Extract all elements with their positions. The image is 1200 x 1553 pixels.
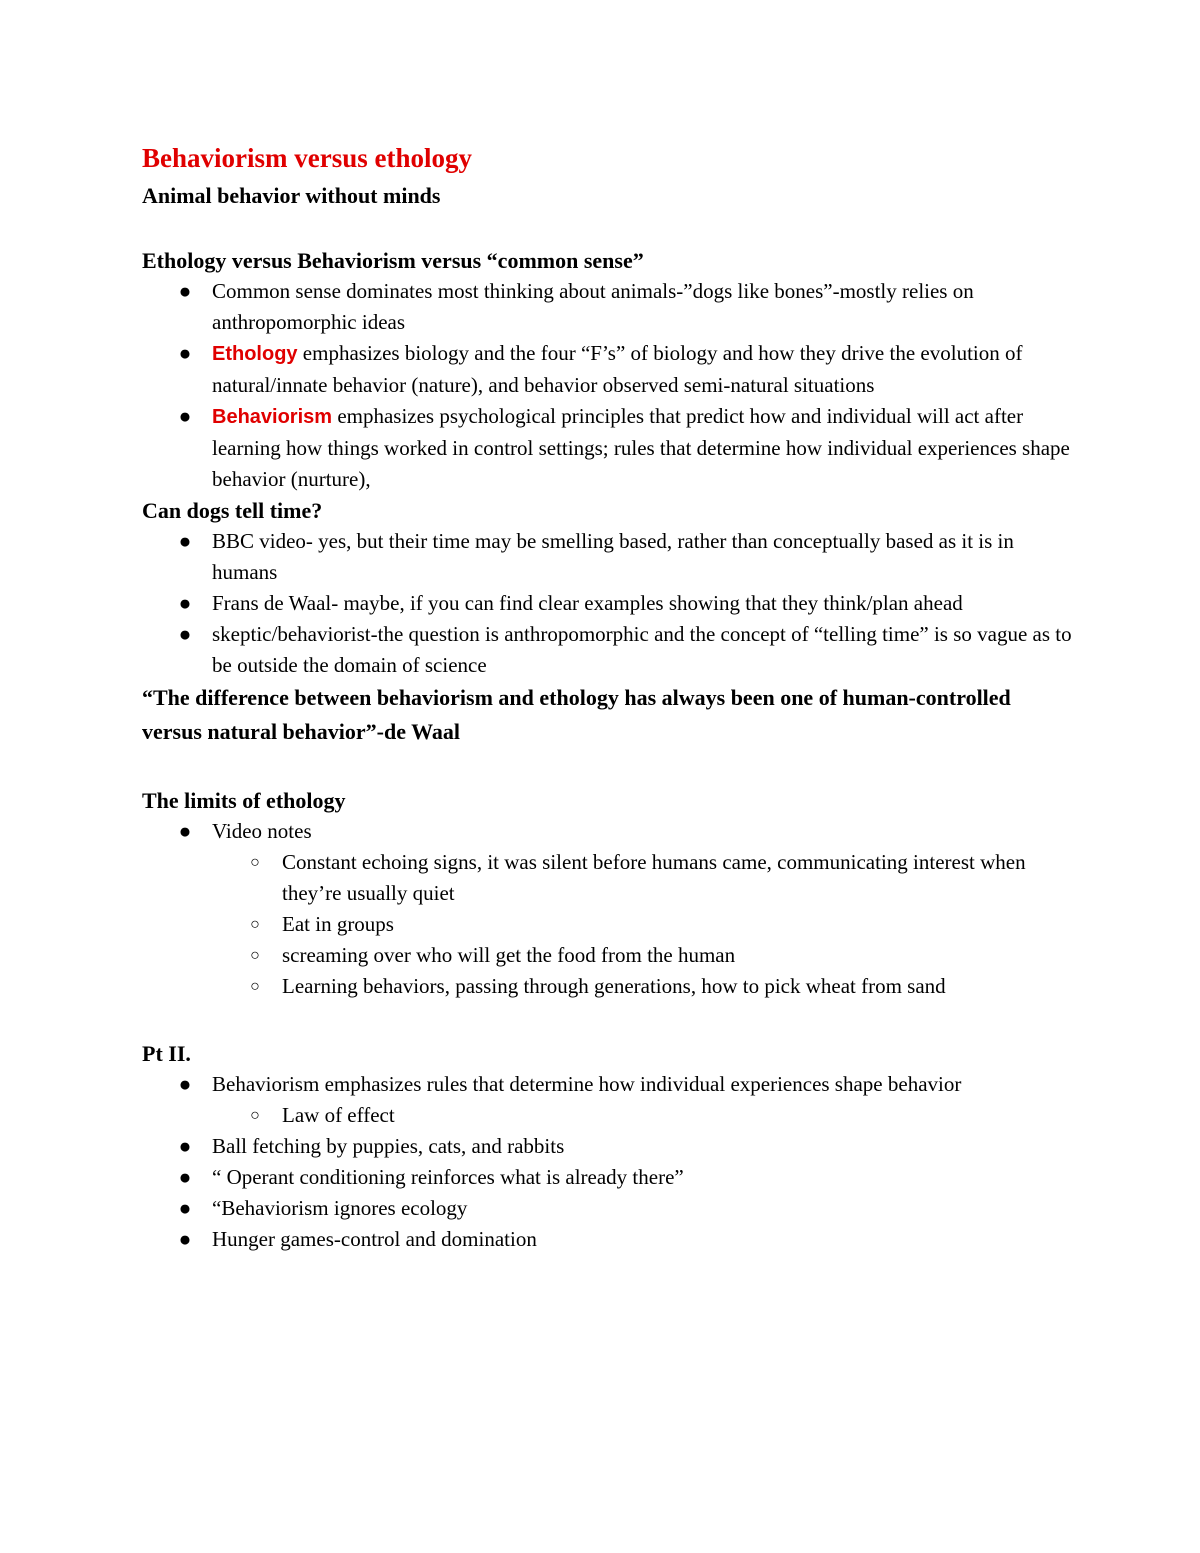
bullet-list	[142, 526, 1072, 681]
bullet-icon: ●	[178, 404, 192, 428]
de-waal-quote: “The difference between behaviorism and ethology has always been one of human-controlled versus natural behavior”-de Waal	[142, 685, 1011, 744]
list-item-text: Ball fetching by puppies, cats, and rabbits	[212, 1134, 565, 1158]
sub-list-item	[142, 940, 1072, 971]
spacer	[142, 212, 1072, 245]
list-item-text: Hunger games-control and domination	[212, 1227, 537, 1251]
highlighted-term: Behaviorism	[212, 406, 333, 428]
bullet-icon: ●	[178, 1165, 192, 1189]
list-item	[142, 338, 1072, 401]
hollow-bullet-icon: ○	[250, 854, 260, 871]
section-heading-limits-ethology: The limits of ethology	[142, 788, 346, 813]
sub-list-wrapper	[142, 847, 1072, 1002]
sub-list-item-text: Eat in groups	[282, 912, 394, 936]
bullet-icon: ●	[178, 1227, 192, 1251]
bullet-list	[142, 816, 1072, 1002]
sub-list-wrapper	[142, 1100, 1072, 1131]
list-item-text: BBC video- yes, but their time may be smelling based, rather than conceptually based as it is in humans	[212, 529, 1014, 584]
list-item	[142, 1193, 1072, 1224]
hollow-bullet-icon: ○	[250, 916, 260, 933]
list-item	[142, 588, 1072, 619]
bullet-icon: ●	[178, 819, 192, 843]
hollow-bullet-icon: ○	[250, 1107, 260, 1124]
bullet-icon: ●	[178, 1196, 192, 1220]
bullet-icon: ●	[178, 1134, 192, 1158]
list-item-text: Video notes	[212, 819, 312, 843]
hollow-bullet-icon: ○	[250, 947, 260, 964]
bullet-icon: ●	[178, 341, 192, 365]
document-title: Behaviorism versus ethology	[142, 143, 472, 173]
sub-list-item-text: Constant echoing signs, it was silent before humans came, communicating interest when they’re usually quiet	[282, 850, 1026, 905]
list-item	[142, 619, 1072, 681]
highlighted-term: Ethology	[212, 343, 298, 365]
sub-list-item	[142, 847, 1072, 909]
sub-list-item	[142, 971, 1072, 1002]
sub-list-item-text: screaming over who will get the food from the human	[282, 943, 736, 967]
sub-bullet-list	[142, 847, 1072, 1002]
list-item	[142, 1131, 1072, 1162]
list-item	[142, 1162, 1072, 1193]
list-item-text: Common sense dominates most thinking about animals-”dogs like bones”-mostly relies on anthropomorphic ideas	[212, 279, 974, 334]
document-subtitle: Animal behavior without minds	[142, 183, 441, 208]
bullet-list	[142, 1069, 1072, 1255]
list-item-text: Behaviorism emphasizes rules that determine how individual experiences shape behavior	[212, 1072, 962, 1096]
list-item-text: “Behaviorism ignores ecology	[212, 1196, 468, 1220]
list-item	[142, 276, 1072, 338]
sub-list-item-text: Law of effect	[282, 1103, 395, 1127]
list-item	[142, 526, 1072, 588]
list-item	[142, 1069, 1072, 1131]
bullet-list	[142, 276, 1072, 495]
list-item	[142, 401, 1072, 495]
bullet-icon: ●	[178, 1072, 192, 1096]
list-item-text: skeptic/behaviorist-the question is anthropomorphic and the concept of “telling time” is so vague as to be outside the domain of science	[212, 622, 1072, 677]
list-item	[142, 816, 1072, 1002]
list-item-text: emphasizes psychological principles that predict how and individual will act after learning how things worked in control settings; rules that determine how individual experiences shape behavior (nurture),	[212, 404, 1070, 491]
hollow-bullet-icon: ○	[250, 978, 260, 995]
bullet-icon: ●	[178, 591, 192, 615]
bullet-icon: ●	[178, 529, 192, 553]
spacer	[142, 749, 1072, 785]
sub-list-item	[142, 909, 1072, 940]
sub-bullet-list	[142, 1100, 1072, 1131]
list-item-text: “ Operant conditioning reinforces what is already there”	[212, 1165, 684, 1189]
document-page	[142, 140, 1072, 1255]
bullet-icon: ●	[178, 279, 192, 303]
sub-list-item-text: Learning behaviors, passing through generations, how to pick wheat from sand	[282, 974, 946, 998]
sub-list-item	[142, 1100, 1072, 1131]
spacer	[142, 1002, 1072, 1038]
section-heading-dogs-time: Can dogs tell time?	[142, 498, 323, 523]
section-heading-ethology-behaviorism: Ethology versus Behaviorism versus “common sense”	[142, 248, 644, 273]
bullet-icon: ●	[178, 622, 192, 646]
list-item-text: emphasizes biology and the four “F’s” of biology and how they drive the evolution of natural/innate behavior (nature), and behavior observed semi-natural situations	[212, 341, 1023, 397]
section-heading-part-two: Pt II.	[142, 1041, 191, 1066]
list-item	[142, 1224, 1072, 1255]
list-item-text: Frans de Waal- maybe, if you can find clear examples showing that they think/plan ahead	[212, 591, 963, 615]
